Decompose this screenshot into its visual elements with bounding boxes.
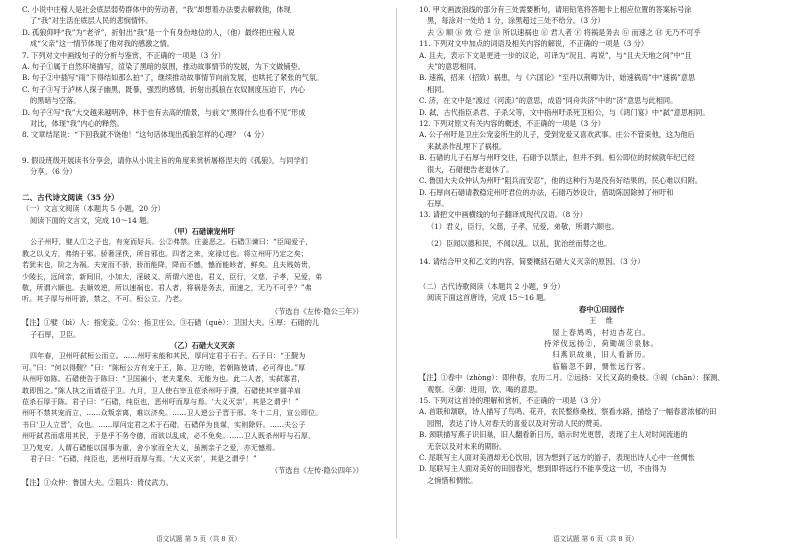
left-text-line: 8. 文章结尾说：“下回我就不饶他！”这句话体现出孤狼怎样的心理？（4 分） <box>22 130 269 140</box>
left-text-line: 少陵长，远间亲，新间旧，小加大，淫破义，所谓六逆也。君义，臣行，父慈，子孝，兄爱，弟 <box>22 272 323 281</box>
right-text-line: B. 速祸，招来（招致）祸患，与《六国论》“至丹以荆卿为计，始速祸焉”中“速祸”意思 <box>419 73 696 83</box>
left-text-line: 【注】①众仲：鲁国大夫。②阻兵：倚仗武力。 <box>22 477 173 487</box>
left-text-line: 对比，体现“我”内心的释然。 <box>30 119 124 129</box>
left-text-line: 二、古代诗文阅读（35 分） <box>22 192 119 202</box>
left-text-line: 9. 假设班级开展读书分享会，请你从小说主旨的角度来赏析屠格涅夫的《孤狼》，与同学们 <box>22 155 308 165</box>
right-text-line: 11. 下列对文中加点的词语及相关内容的解说，不正确的一项是（3 分） <box>419 39 649 49</box>
right-text-line: 园图，表达了诗人对春天的喜爱以及对劳动人民的赞美。 <box>427 418 607 428</box>
right-text-line: 14. 请结合甲文和乙文的内容，简要概括石碏大义灭亲的原因。（3 分） <box>419 256 645 266</box>
left-text-line: （乙）石碏大义灭亲 <box>170 340 235 350</box>
right-text-line: （二）古代诗歌阅读（本题共 2 小题，9 分） <box>419 281 565 291</box>
right-text-line: C. 济，在文中是“渡过（河流）”的意思，成语“同舟共济”中的“济”意思与此相同。 <box>419 96 678 106</box>
page-left-footer: 语文试题 第 5 页（共 8 页） <box>156 534 241 543</box>
left-text-line: 敬，所谓六顺也。去顺效逆，所以速祸也。君人者，将祸是务去，而速之，无乃不可乎？”弗 <box>22 283 312 292</box>
right-text-line: C. 尾联写主人面对美酒却无心饮用，因为想到了远方的游子，表现出诗人心中一丝惆怅 <box>419 453 695 463</box>
right-text-line: 【注】①春中（zhòng）：即仲春，农历二月。②远扬：又长又高的桑枝。③觇（chān）：探测、 <box>419 373 725 383</box>
right-text-line: D. 弑，古代指臣杀君、子杀父等，文中指州吁杀死卫桓公，与《鸿门宴》中“弑”意思相同。 <box>419 107 710 117</box>
right-text-line: 持斧伐远扬②，荷锄觇③泉脉。 <box>544 338 659 348</box>
right-text-line: 临觞忽不御，惆怅远行客。 <box>552 361 651 371</box>
right-text-line: 归燕识故巢，旧人看新历。 <box>552 350 651 360</box>
left-text-line: （节选自《左传·隐公三年》） <box>270 306 363 316</box>
right-text-line: B. 颈联描写燕子识旧巢，旧人翻看新日历，暗示时光更替，表现了主人对时间流逝的 <box>419 430 688 440</box>
right-text-line: C. 鲁国大夫众仲认为州吁“阻兵而安忍”，他的这种行为是没有好结果的，民心难以归附。 <box>419 176 703 186</box>
left-text-line: 卫乃复安。人谓石碏能以国事为重，舍小家而全大义，虽割亲子之爱，亦无憾焉。 <box>22 443 280 452</box>
left-answer-space <box>22 178 383 192</box>
right-text-line: 石厚。 <box>427 198 449 208</box>
right-text-line: 10. 甲文画波浪线的部分有三处需要断句，请用铅笔将答题卡上相应位置的答案标号涂 <box>419 5 692 14</box>
left-text-line: 若犹未也，阶之为祸。夫宠而不骄，骄而能降，降而不憾，憾而能眕者，鲜矣。且夫贱妨贵， <box>22 261 316 270</box>
right-text-line: A. 且夫，表示下文是更进一步的议论，可译为“况且、再说”，与“且夫天地之间”中“且 <box>419 50 692 60</box>
left-text-line: （节选自《左传·隐公四年》） <box>270 466 363 476</box>
left-text-line: 阅读下面的文言文，完成 10～14 题。 <box>30 215 154 225</box>
left-text-line: A. 句子①属于自然环境描写，渲染了黑暗的氛围，推动故事情节的发展，为下文做铺垫。 <box>22 62 305 72</box>
page-right <box>397 0 794 551</box>
right-text-line: A. 首联和颔联，诗人描写了鸟鸣、花开，农民整修桑枝、察看水路，描绘了一幅春意浓郁的田 <box>419 407 717 417</box>
right-text-line: 13. 请把文中画横线的句子翻译成现代汉语。（8 分） <box>419 210 587 220</box>
right-text-line: （1）君义，臣行，父慈，子孝，兄爱，弟敬，所谓六顺也。 <box>427 221 619 231</box>
right-text-line: A. 公子州吁是卫庄公宠妾所生的儿子，受到宠爱又喜欢武事。庄公不管束他，这为他后 <box>419 130 695 140</box>
left-text-line: 四年春，卫州吁弑桓公而立。……州吁未能和其民，厚问定君于石子。石子曰：“王觐为 <box>30 352 306 361</box>
right-text-line: 12. 下列对原文有关内容的概述，不正确的一项是（3 分） <box>419 119 605 129</box>
left-text-line: 可。”曰：“何以得觐？”曰：“陈桓公方有宠于王，陈、卫方睦，若朝陈使请，必可得也。”厚 <box>22 363 306 372</box>
left-text-line: 敢即图之。”陈人执之而请莅于卫。九月，卫人使右宰丑莅杀州吁于濮，石碏使其宰獳羊肩 <box>22 386 302 395</box>
left-text-line: D. 句子④写“我”大交越来越明净，林于也有去高的情景，与前文“黑得什么也看不见”形成 <box>22 107 306 117</box>
left-text-line: 莅杀石厚于陈。君子曰：“石碏，纯臣也，恶州吁而厚与焉。‘大义灭亲’，其是之谓乎！” <box>22 398 299 406</box>
left-text-line: 【注】①嬖（bì）人：指宠妾。②公：指卫庄公。③石碏（què）：卫国大夫。④厚：石碏的儿 <box>22 318 320 328</box>
right-text-line: 很大，石碏便告老退休了。 <box>427 164 514 174</box>
right-text-line: 无奈以及对未来的期盼。 <box>427 441 507 451</box>
left-text-line: 教之以义方，弗纳于邪。骄奢淫佚，所自邪也。四者之来，宠禄过也。将立州吁乃定之矣； <box>22 249 308 258</box>
left-text-line: 君子曰：“石碏，纯臣也，恶州吁而厚与焉。‘大义灭亲’，其是之谓乎！” <box>30 455 257 464</box>
right-text-line: 王 维 <box>589 316 614 326</box>
right-text-line: 15. 下列对这首诗的理解和赏析，不正确的一项是（3 分） <box>419 396 605 405</box>
right-text-line: B. 石碏的儿子石厚与州吁交往，石碏予以禁止，但并不到。桓公即位的时候就年纪已经 <box>419 153 695 163</box>
left-text-line: 州吁不禁其宠而立，……众叛亲离，难以济矣。……卫人逆公子晋于邢。冬十二月，宣公即位。 <box>22 409 323 418</box>
right-text-line: 观察。④御：进用，饮、喝的意思。 <box>427 384 543 394</box>
right-text-line: （2）臣闻以德和民，不闻以乱。以乱，犹治丝而棼之也。 <box>427 239 612 249</box>
left-text-line: 听。其子厚与州吁游，禁之，不可。桓公立，乃老。 <box>22 295 187 304</box>
left-text-line: （甲）石碏谏宠州吁 <box>170 226 235 236</box>
left-answer-space <box>22 141 383 155</box>
left-text-line: B. 句子②中插写“雨”下得结如那么拍“了，继续推动故事情节向前发展，也哄托了紧张的气氛。 <box>22 73 324 83</box>
right-answer-space <box>419 267 784 281</box>
left-text-line: 了“我”对生活在底层人民的悲悯情怀。 <box>30 16 153 26</box>
left-text-line: C. 小说中庄稼人是社会底层弱势群体中的劳动者，“我”却想着办法要去解救他，体现 <box>22 5 291 14</box>
left-text-line: D. 孤狼仰呼“我”为“老爷”，折射出“我”是一个有身份地位的人，（他）最终把庄稼人说 <box>22 27 295 37</box>
left-text-line: 分享。（6 分） <box>30 167 77 177</box>
left-text-line: 成“父亲”这一情节体现了他对我的感激之情。 <box>30 39 174 49</box>
left-text-line: 公子州吁，嬖人①之子也，有宠而好兵。公②弗禁。庄姜恶之。石碏③谏曰：“臣闻爱子， <box>30 238 313 247</box>
right-text-line: 去 Ⓐ 顺 Ⓑ 效 Ⓒ 逆 Ⓓ 所以速祸也 Ⓔ 君人者 Ⓕ 将祸是务去 Ⓖ 而速之 Ⓗ 无乃不可乎 <box>427 27 701 37</box>
right-text-line: 相同。 <box>427 84 449 94</box>
left-text-line: 7. 下列对文中画线句子的分析与鉴赏，不正确的一项是（3 分） <box>22 50 225 60</box>
left-text-line: 州吁弑君而虐用其民，于是乎不务令德，而欲以乱成，必不免矣。……卫人既杀州吁与石厚， <box>22 432 316 441</box>
right-text-line: 之惋惜和惆怅。 <box>427 475 478 485</box>
left-text-line: （一）文言文阅读（本题共 5 小题，20 分） <box>22 204 165 214</box>
right-text-line: 屋上春鸠鸣，村边杏花白。 <box>552 327 651 337</box>
left-text-line: 的黑暗与空落。 <box>30 96 81 106</box>
right-text-line: 来弑杀作乱埋下了祸根。 <box>427 141 507 151</box>
page-right-footer: 语文试题 第 6 页（共 8 页） <box>553 534 638 543</box>
right-text-line: 阅读下面这首唐诗，完成 15～16 题。 <box>427 293 551 303</box>
left-text-line: 子石厚，卫臣。 <box>30 329 81 339</box>
right-text-line: D. 石厚向石碏请教稳定州吁君位的办法，石碏巧妙设计，借助陈国除掉了州吁和 <box>419 187 674 197</box>
left-text-line: 从州吁如陈。石碏使告于陈曰：“卫国褊小，老夫耄矣，无能为也。此二人者，实弑寡君， <box>22 375 305 384</box>
left-text-line: C. 句子③写于泸林人探子幽黑，既暴，强烈的感情，折射出孤狼在农奴制度压迫下，内心 <box>22 84 305 94</box>
left-text-line: 书曰‘卫人立晋’，众也。……厚问定君之术于石碏，石碏佯为良谋，实则除奸。……夫公子 <box>22 420 306 429</box>
right-text-line: D. 尾联写主人面对美好的田园春光，想到即将远行不能享受这一切，不由得为 <box>419 464 667 474</box>
right-text-line: 春中①田园作 <box>578 304 625 314</box>
right-text-line: 夫”的意思相同。 <box>427 62 481 72</box>
right-text-line: 黑，每涂对一处给 1 分，涂黑超过三处不给分。（3 分） <box>427 16 605 26</box>
